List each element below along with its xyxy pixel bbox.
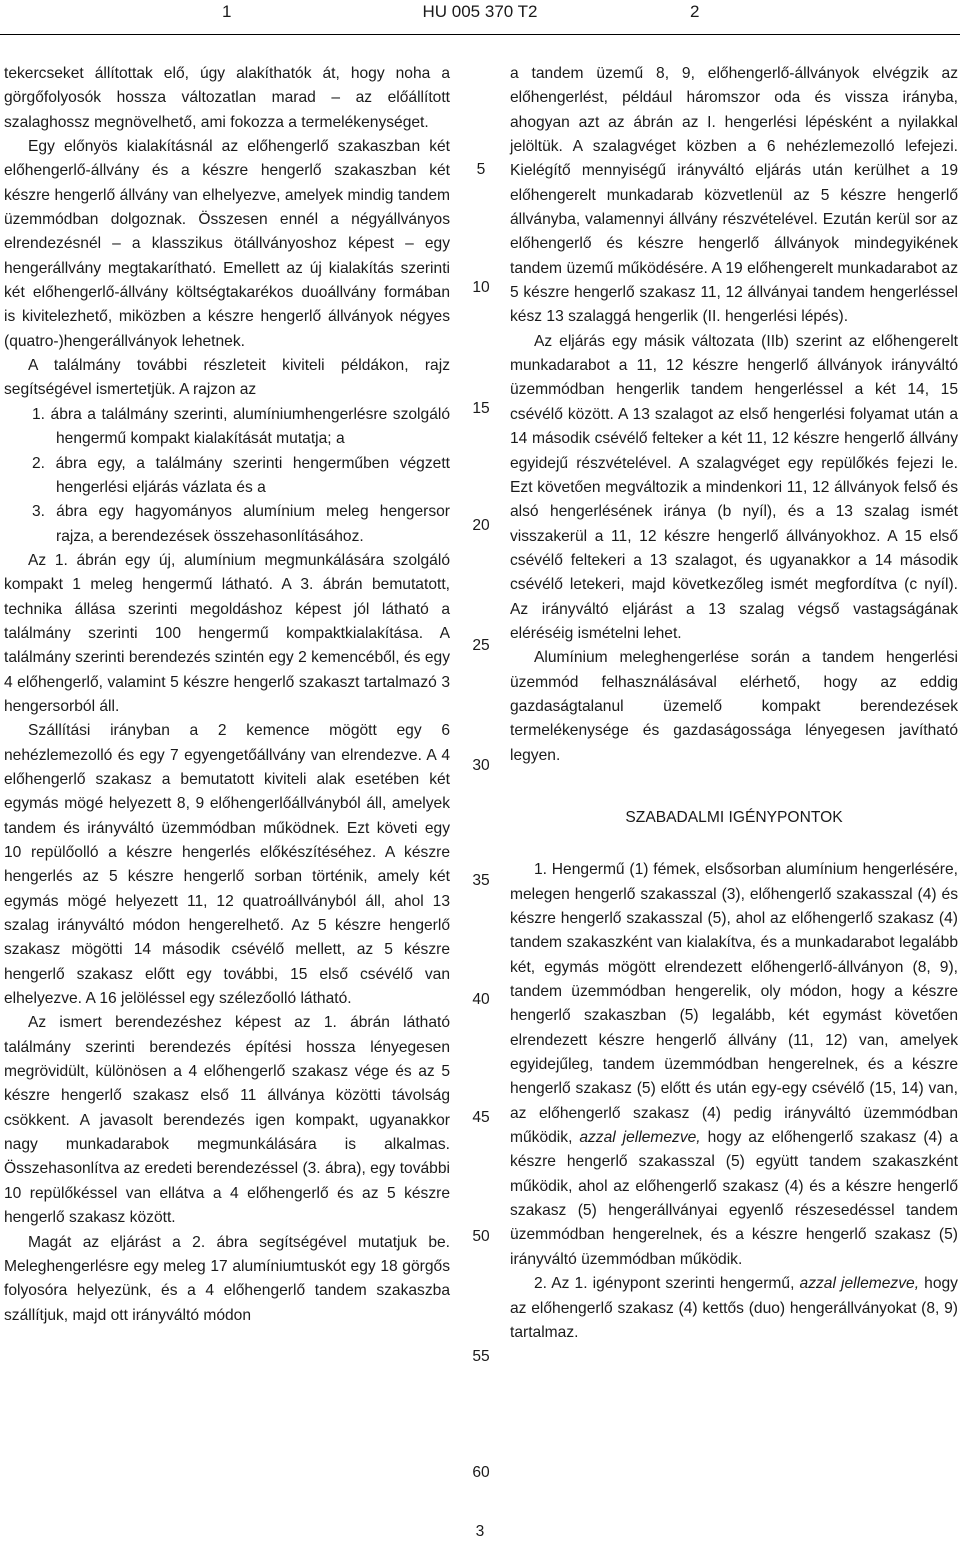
line-number: 60: [472, 1464, 490, 1481]
header-rule: [0, 34, 960, 35]
page-footer-number: 3: [475, 1523, 485, 1540]
line-number: 45: [472, 1109, 490, 1126]
paragraph: Az ismert berendezéshez képest az 1. ábrán látható találmány szerinti berendezés építési hossza lényegesen megrövidült, különösen a 4 előhengerlő szakasz vége és az 5 készre hengerlő szakasz első 11 állványa közötti távolság csökkent. A javasolt berendezés igen kompakt, ugyanakkor nagy munkadarabok megmunkálására is alkalmas. Összehasonlítva az eredeti berendezéssel (3. ábra), egy további 10 repülőkéssel van ellátva a 4 előhengerlő és az 5 készre hengerlő szakasz között.: [4, 1014, 450, 1227]
figure-description: 2. ábra egy, a találmány szerinti hengerműben végzett hengerlési eljárás vázlata és a: [32, 454, 450, 496]
line-number: 15: [472, 400, 490, 417]
paragraph: tekercseket állítottak elő, úgy alakíthatók át, hogy noha a görgőfolyosók hossza változatlan marad – az előállított szalaghossz megnövelhető, ami fokozza a termelékenységet.: [4, 65, 450, 131]
line-number: 10: [472, 279, 490, 296]
line-number: 30: [472, 757, 490, 774]
right-page-number: 2: [690, 2, 700, 21]
claim-2: [510, 1272, 958, 1345]
claim-1: [510, 858, 958, 1272]
paragraph: Az 1. ábrán egy új, alumínium megmunkálására szolgáló kompakt 1 meleg hengermű látható. A 3. ábrán bemutatott, technika állása szerinti megoldáshoz képest jól látható a találmány szerinti 100 hengermű kompaktkialakítása. A találmány szerinti berendezés szintén egy 2 kemencéből, és egy 4 előhengerlő, valamint 5 készre hengerlő szakaszt tartalmazó 3 hengersorból áll.: [4, 551, 450, 715]
figure-description: 1. ábra a találmány szerinti, alumíniumhengerlésre szolgáló hengermű kompakt kialakítását mutatja; a: [32, 405, 450, 448]
line-number: 20: [472, 517, 490, 534]
line-number: 25: [472, 637, 490, 654]
claim-characterizing-phrase: azzal jellemezve,: [799, 1275, 920, 1293]
paragraph: Egy előnyös kialakításnál az előhengerlő szakaszban két előhengerlő-állvány és a készre hengerlő szakaszban két készre hengerlő állvány van elhelyezve, amelyek mindig tandem üzemmódban dolgoznak. Összesen ennél a négyállványos elrendezésnél – a klasszikus ötállványoshoz képest – egy hengerállvány megtakarítható. Emellett az új kialakítás szerinti két előhengerlő-állvány költségtakarékos duoállvány formában is kivitelezhető, miközben a készre hengerlő állványok négyes (quatro-)hengerállványok lehetnek.: [4, 138, 450, 350]
claim-text: 1. Hengermű (1) fémek, elsősorban alumínium hengerlésére, melegen hengerlő szakasszal (3), előhengerlő szakasszal (4) és készre hengerlő szakasszal (5), ahol az előhengerlő szakasz (4) tandem szakaszként van kialakítva, és a munkadarabot legalább két, egymás mögött elrendezett előhengerlő-állványon (8, 9), tandem üzemmódban hengerelik, oly módon, hogy a készre hengerlő szakaszban (5) legalább, két egymást követően elrendezett készre hengerlő állvány (11, 12) van, amelyek egyidejűleg, tandem üzemmódban hengerelnek, és a készre hengerlő szakasz (5) előtt és után egy-egy csévélő (15, 14) van, az előhengerlő szakasz (4) pedig irányváltó üzemmódban működik,: [510, 861, 958, 1147]
document-number: HU 005 370 T2: [422, 2, 538, 21]
paragraph: Magát az eljárást a 2. ábra segítségével mutatjuk be. Meleghengerlésre egy meleg 17 alumíniumtuskót egy 18 görgős folyosóra helyezünk, és a 4 előhengerlő tandem szakaszba szállítjuk, majd ott irányváltó módon: [4, 1233, 450, 1324]
claim-text: 2. Az 1. igénypont szerinti hengermű,: [534, 1275, 795, 1293]
paragraph: a tandem üzemű 8, 9, előhengerlő-állványok elvégzik az előhengerlést, például háromszor oda és vissza irányba, ahogyan azt az ábrán az I. hengerlési lépésként a nyilakkal jelöltük. A szalagvéget közben a 6 nehézlemezolló lefejezi. Kielégítő mennyiségű irányváltó eljárás után kerülhet a 19 előhengerelt munkadarab közvetlenül az 5 készre hengerlő állványba, valamennyi állvány részvételével. Ezután kerül sor az előhengerlő és készre hengerlő állványok mindegyikének tandem üzemű működésére. A 19 előhengerelt munkadarabot az 5 készre hengerlő szakasz 11, 12 állványai tandem hengerléssel kész 13 szalaggá hengerlik (II. hengerlési lépés).: [510, 65, 958, 326]
line-number: 35: [472, 872, 490, 889]
paragraph: Az eljárás egy másik változata (IIb) szerint az előhengerelt munkadarabot a 11, 12 készre hengerlő állványok irányváltó üzemmódban hengerlik tandem hengerléssel a két 14, 15 csévélő között. A 13 szalagot az első hengerlési folyamat után a 14 második csévélő felteker a két 11, 12 készre hengerlő állvány egyidejű részvételével. A szalagvéget egy repülőkés fejezi le. Ezt követően megváltozik a mindenkori 11, 12 állványok felső és alsó hengerlésének iránya (b nyíl), és a 13 szalag ismét visszakerül a 11, 12 készre hengerlő állványokhoz. A 15 első csévélő feltekeri a 13 szalagot, és ugyanakkor a 14 második csévélő letekeri, majd következőleg ismét megfordítva (c nyíl). Az irányváltó eljárást a 13 szalag végső vastagságának eléréséig ismételni lehet.: [510, 332, 958, 642]
paragraph: Alumínium meleghengerlése során a tandem hengerlési üzemmód felhasználásával elérhető, hogy az eddig gazdaságtalanul üzemelő kompakt berendezések termelékenysége és gazdaságossága lényegesen javítható legyen.: [510, 649, 958, 764]
left-page-number: 1: [222, 2, 232, 21]
paragraph: Szállítási irányban a 2 kemence mögött egy 6 nehézlemezolló és egy 7 egyengetőállvány van elrendezve. A 4 előhengerlő szakasz a bemutatott kiviteli alak esetében két egymás mögé helyezett 8, 9 előhengerlőállványból áll, amelyek tandem és irányváltó üzemmódban működnek. Ezt követi egy 10 repülőolló a készre hengerlés előkészítéséhez. A készre hengerlés az 5 készre hengerlő sorban történik, amely két egymás mögé helyezett 11, 12 quatroállványból áll, ahol 13 szalag irányváltó módon hengerelhető. Az 5 készre hengerlő szakasz mögötti 14 második csévélő mellett, az 5 készre hengerlő szakasz előtt egy további, 15 első csévélő van elhelyezve. A 16 jelöléssel egy szélezőolló látható.: [4, 722, 450, 1008]
line-number: 55: [472, 1348, 490, 1365]
claims-heading: SZABADALMI IGÉNYPONTOK: [625, 808, 843, 826]
paragraph: A találmány további részleteit kiviteli példákon, rajz segítségével ismertetjük. A rajzon az: [4, 357, 450, 399]
claim-text: hogy az előhengerlő szakasz (4) kettős (duo) hengerállványokat (8, 9) tartalmaz.: [510, 1275, 958, 1341]
claim-characterizing-phrase: azzal jellemezve,: [579, 1129, 701, 1147]
left-column: [4, 62, 450, 1328]
line-number: 40: [472, 991, 490, 1008]
right-column: [510, 62, 958, 1345]
figure-description: 3. ábra egy hagyományos alumínium meleg hengersor rajza, a berendezések összehasonlításához.: [32, 503, 450, 545]
line-number: 50: [472, 1228, 490, 1245]
line-number: 5: [476, 161, 486, 178]
claim-text: hogy az előhengerlő szakasz (4) a készre hengerlő szakasszal (5) együtt tandem szakaszként működik, ahol az előhengerlő szakasz (4) és a készre hengerlő szakasz (5) hengerállványai egyenlő részesedéssel tandem üzemmódban hengerelnek, és a készre hengerlő szakasz (5) irányváltó üzemmódban működik.: [510, 1129, 958, 1268]
